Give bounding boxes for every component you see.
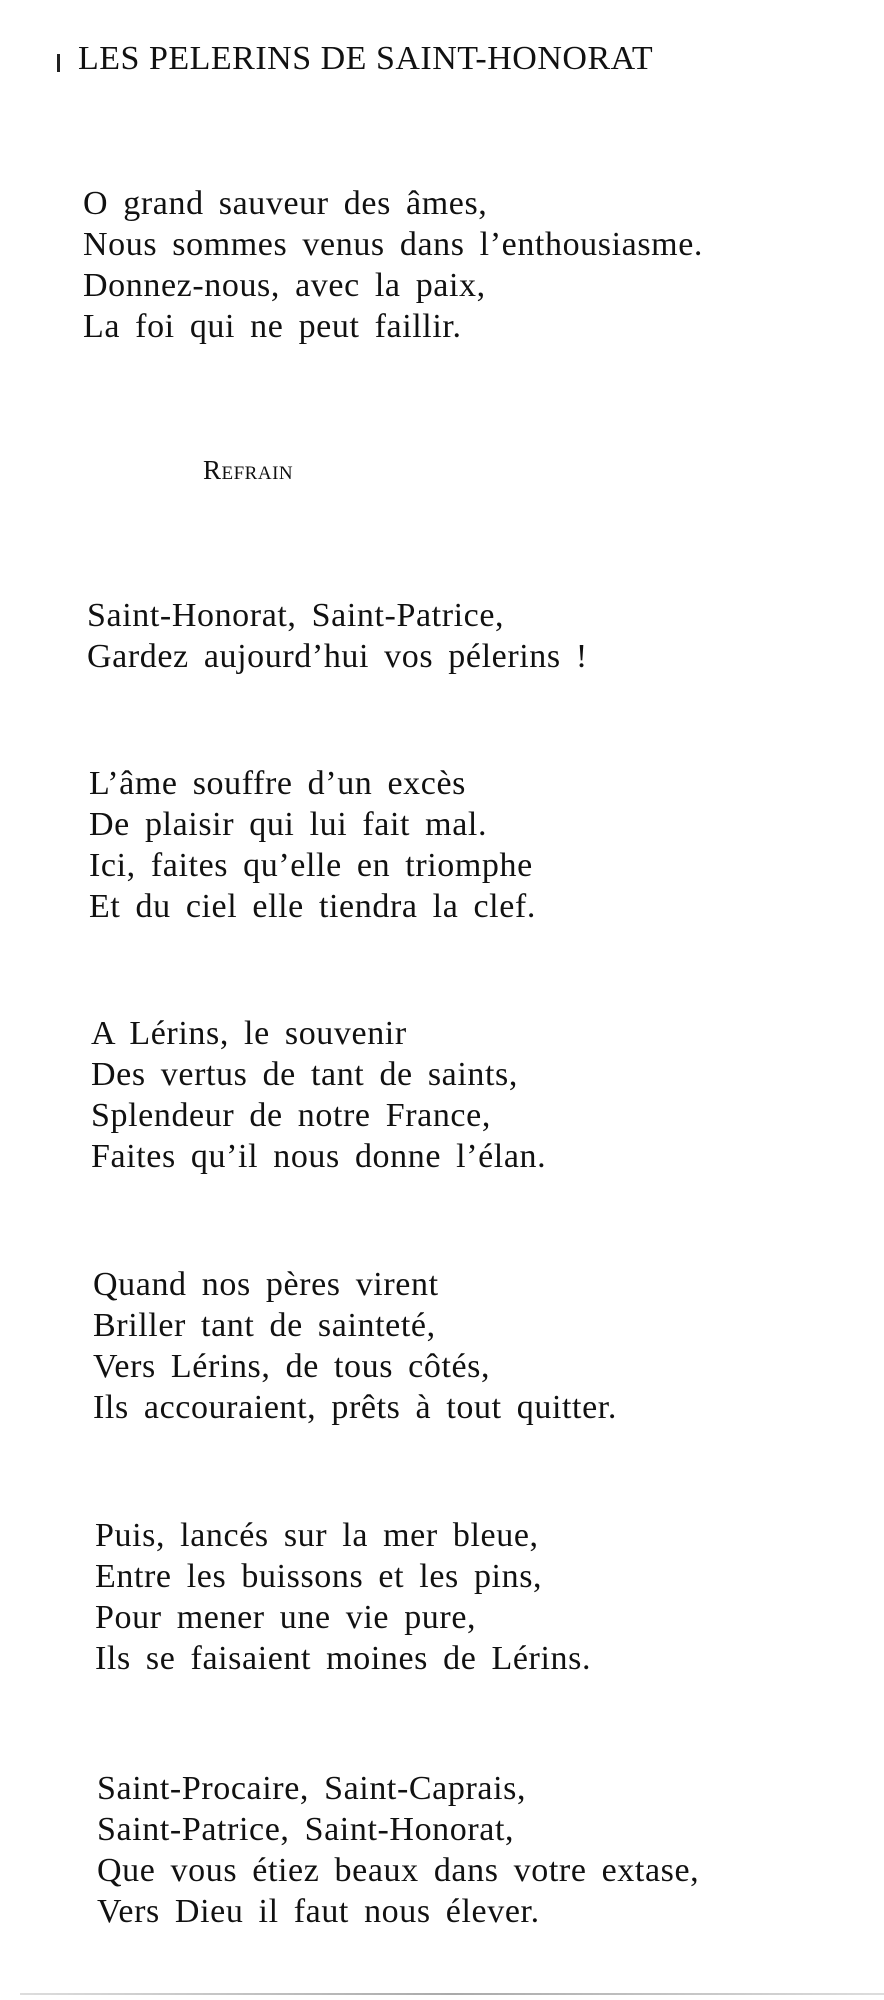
verse-line: Quand nos pères virent bbox=[93, 1266, 439, 1303]
stanza-4 bbox=[93, 1264, 617, 1428]
verse-line: Entre les buissons et les pins, bbox=[95, 1558, 543, 1595]
verse-line: Vers Lérins, de tous côtés, bbox=[93, 1348, 491, 1385]
refrain-stanza bbox=[87, 595, 588, 677]
poem-title: LES PELERINS DE SAINT-HONORAT bbox=[78, 40, 654, 77]
verse-line: Splendeur de notre France, bbox=[91, 1097, 491, 1134]
verse-line: Ils accouraient, prêts à tout quitter. bbox=[93, 1389, 617, 1426]
verse-line: Nous sommes venus dans l’enthousiasme. bbox=[83, 226, 704, 263]
verse-line: De plaisir qui lui fait mal. bbox=[89, 806, 488, 843]
verse-line: Que vous étiez beaux dans votre extase, bbox=[97, 1852, 700, 1889]
verse-line: Donnez-nous, avec la paix, bbox=[83, 267, 486, 304]
verse-line: Ils se faisaient moines de Lérins. bbox=[95, 1640, 592, 1677]
verse-line: Saint-Honorat, Saint-Patrice, bbox=[87, 597, 505, 634]
verse-line: Pour mener une vie pure, bbox=[95, 1599, 477, 1636]
verse-line: Saint-Patrice, Saint-Honorat, bbox=[97, 1811, 515, 1848]
refrain-heading: Refrain bbox=[203, 455, 294, 485]
verse-line: Briller tant de sainteté, bbox=[93, 1307, 436, 1344]
verse-line: La foi qui ne peut faillir. bbox=[83, 308, 462, 345]
stanza-2 bbox=[89, 763, 536, 927]
verse-line: Faites qu’il nous donne l’élan. bbox=[91, 1138, 547, 1175]
verse-line: Des vertus de tant de saints, bbox=[91, 1056, 518, 1093]
verse-line: A Lérins, le souvenir bbox=[91, 1015, 407, 1052]
verse-line: Et du ciel elle tiendra la clef. bbox=[89, 888, 536, 925]
verse-line: Saint-Procaire, Saint-Caprais, bbox=[97, 1770, 527, 1807]
verse-line: O grand sauveur des âmes, bbox=[83, 185, 488, 222]
verse-line: L’âme souffre d’un excès bbox=[89, 765, 466, 802]
verse-line: Gardez aujourd’hui vos pélerins ! bbox=[87, 638, 588, 675]
verse-line: Vers Dieu il faut nous élever. bbox=[97, 1893, 540, 1930]
stanza-5 bbox=[95, 1515, 591, 1679]
stanza-1 bbox=[83, 183, 703, 347]
verse-line: Ici, faites qu’elle en triomphe bbox=[89, 847, 533, 884]
margin-mark bbox=[57, 54, 60, 72]
scan-edge-rule bbox=[20, 1993, 884, 1995]
verse-line: Puis, lancés sur la mer bleue, bbox=[95, 1517, 539, 1554]
stanza-6 bbox=[97, 1768, 699, 1932]
stanza-3 bbox=[91, 1013, 546, 1177]
